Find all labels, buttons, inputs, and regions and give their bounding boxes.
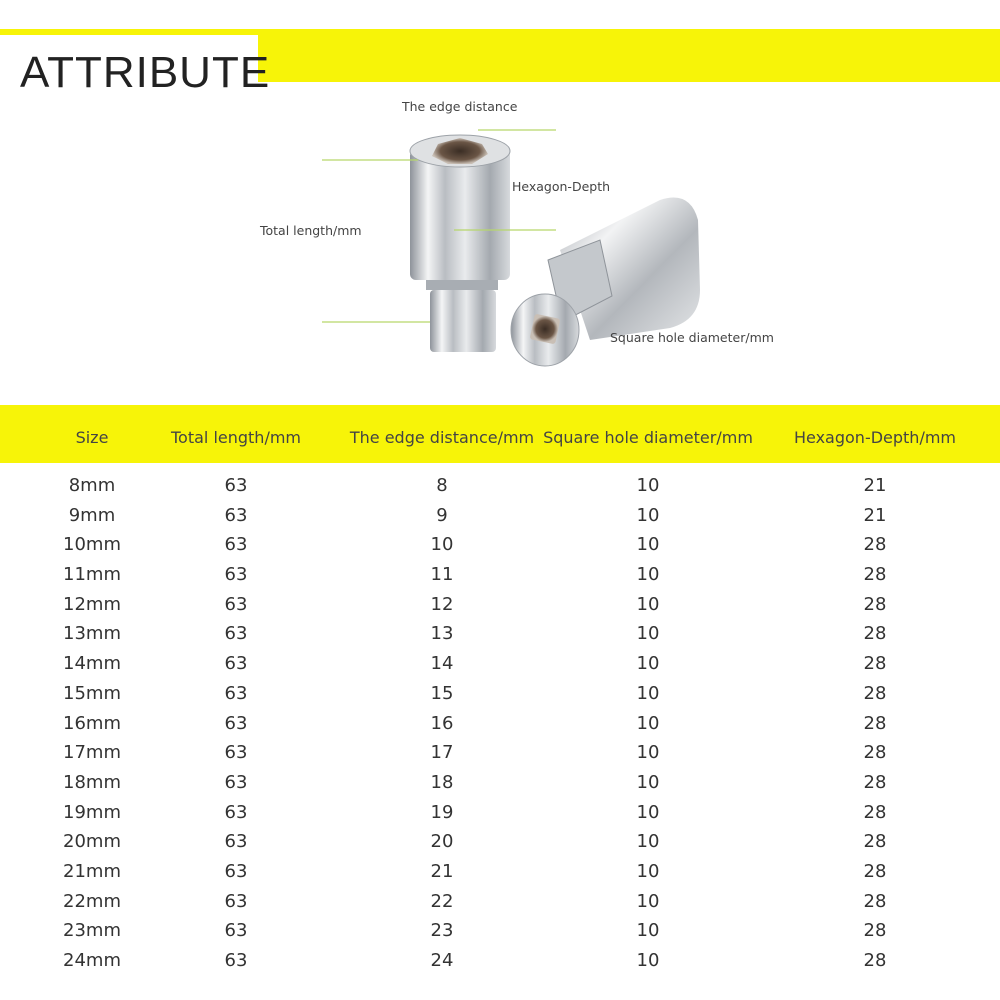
- cell-hexagon-depth: 28: [863, 831, 887, 853]
- table-row: [0, 561, 1000, 591]
- cell-size: 11mm: [63, 564, 121, 586]
- cell-total-length: 63: [224, 831, 248, 853]
- label-hexagon-depth: Hexagon-Depth: [512, 179, 611, 194]
- cell-size: 24mm: [63, 950, 121, 971]
- cell-total-length: 63: [224, 593, 248, 615]
- table-row: [0, 620, 1000, 650]
- cell-size: 20mm: [63, 831, 121, 853]
- cell-total-length: 63: [224, 653, 248, 675]
- cell-edge-distance: 23: [430, 920, 454, 942]
- cell-edge-distance: 24: [430, 950, 454, 971]
- cell-total-length: 63: [224, 564, 248, 586]
- cell-hexagon-depth: 28: [863, 682, 887, 704]
- cell-edge-distance: 16: [430, 712, 454, 734]
- cell-hexagon-depth: 28: [863, 534, 887, 556]
- cell-total-length: 63: [224, 534, 248, 556]
- table-row: [0, 858, 1000, 888]
- cell-size: 13mm: [63, 623, 121, 645]
- cell-total-length: 63: [224, 475, 248, 496]
- table-row: [0, 799, 1000, 829]
- cell-edge-distance: 8: [436, 475, 448, 496]
- cell-edge-distance: 15: [430, 682, 454, 704]
- cell-hexagon-depth: 28: [863, 890, 887, 912]
- cell-size: 21mm: [63, 860, 121, 882]
- cell-size: 22mm: [63, 890, 121, 912]
- table-row: [0, 947, 1000, 977]
- cell-edge-distance: 22: [430, 890, 454, 912]
- cell-size: 12mm: [63, 593, 121, 615]
- cell-square-hole: 10: [636, 712, 660, 734]
- cell-size: 23mm: [63, 920, 121, 942]
- cell-square-hole: 10: [636, 504, 660, 526]
- cell-size: 14mm: [63, 653, 121, 675]
- column-header-square-hole: Square hole diameter/mm: [543, 428, 753, 447]
- cell-square-hole: 10: [636, 475, 660, 496]
- cell-square-hole: 10: [636, 771, 660, 793]
- cell-total-length: 63: [224, 682, 248, 704]
- cell-edge-distance: 19: [430, 801, 454, 823]
- cell-size: 16mm: [63, 712, 121, 734]
- cell-square-hole: 10: [636, 653, 660, 675]
- header-banner: [0, 29, 1000, 97]
- cell-hexagon-depth: 28: [863, 920, 887, 942]
- cell-edge-distance: 14: [430, 653, 454, 675]
- cell-total-length: 63: [224, 742, 248, 764]
- cell-edge-distance: 11: [430, 564, 454, 586]
- cell-square-hole: 10: [636, 831, 660, 853]
- table-row: [0, 739, 1000, 769]
- socket-upper-body: [410, 150, 510, 280]
- label-square-hole: Square hole diameter/mm: [610, 330, 774, 345]
- cell-size: 8mm: [68, 475, 116, 496]
- cell-square-hole: 10: [636, 534, 660, 556]
- table-row: [0, 680, 1000, 710]
- table-row: [0, 710, 1000, 740]
- cell-hexagon-depth: 28: [863, 950, 887, 971]
- cell-edge-distance: 13: [430, 623, 454, 645]
- label-total-length: Total length/mm: [260, 223, 362, 238]
- page-title: ATTRIBUTE: [20, 48, 271, 97]
- cell-square-hole: 10: [636, 890, 660, 912]
- cell-hexagon-depth: 28: [863, 860, 887, 882]
- cell-total-length: 63: [224, 920, 248, 942]
- cell-square-hole: 10: [636, 950, 660, 971]
- square-hole-icon: [530, 314, 561, 345]
- socket-drawing: [0, 90, 1000, 390]
- cell-hexagon-depth: 28: [863, 593, 887, 615]
- upright-socket: [410, 135, 510, 352]
- cell-hexagon-depth: 21: [863, 504, 887, 526]
- cell-square-hole: 10: [636, 801, 660, 823]
- cell-hexagon-depth: 21: [863, 475, 887, 496]
- cell-hexagon-depth: 28: [863, 564, 887, 586]
- table-row: [0, 531, 1000, 561]
- cell-square-hole: 10: [636, 860, 660, 882]
- cell-edge-distance: 17: [430, 742, 454, 764]
- cell-edge-distance: 10: [430, 534, 454, 556]
- cell-hexagon-depth: 28: [863, 801, 887, 823]
- table-row: [0, 917, 1000, 947]
- cell-square-hole: 10: [636, 623, 660, 645]
- cell-hexagon-depth: 28: [863, 712, 887, 734]
- column-header-hexagon-depth: Hexagon-Depth/mm: [793, 428, 957, 447]
- cell-square-hole: 10: [636, 742, 660, 764]
- cell-size: 15mm: [63, 682, 121, 704]
- cell-edge-distance: 9: [436, 504, 448, 526]
- cell-size: 10mm: [63, 534, 121, 556]
- cell-square-hole: 10: [636, 682, 660, 704]
- cell-size: 17mm: [63, 742, 121, 764]
- cell-size: 19mm: [63, 801, 121, 823]
- table-row: [0, 472, 1000, 502]
- column-header-size: Size: [75, 428, 109, 447]
- cell-size: 9mm: [68, 504, 116, 526]
- cell-edge-distance: 21: [430, 860, 454, 882]
- cell-total-length: 63: [224, 504, 248, 526]
- table-row: [0, 769, 1000, 799]
- cell-size: 18mm: [63, 771, 121, 793]
- cell-total-length: 63: [224, 860, 248, 882]
- column-header-total-length: Total length/mm: [170, 428, 302, 447]
- cell-square-hole: 10: [636, 593, 660, 615]
- cell-hexagon-depth: 28: [863, 653, 887, 675]
- table-row: [0, 502, 1000, 532]
- cell-edge-distance: 12: [430, 593, 454, 615]
- cell-square-hole: 10: [636, 920, 660, 942]
- cell-total-length: 63: [224, 890, 248, 912]
- cell-total-length: 63: [224, 623, 248, 645]
- cell-edge-distance: 20: [430, 831, 454, 853]
- cell-hexagon-depth: 28: [863, 623, 887, 645]
- table-row: [0, 650, 1000, 680]
- cell-total-length: 63: [224, 950, 248, 971]
- table-row: [0, 888, 1000, 918]
- cell-total-length: 63: [224, 712, 248, 734]
- label-edge-distance: The edge distance: [402, 99, 518, 114]
- cell-hexagon-depth: 28: [863, 742, 887, 764]
- table-row: [0, 828, 1000, 858]
- socket-illustration: [0, 90, 1000, 390]
- cell-total-length: 63: [224, 801, 248, 823]
- table-row: [0, 591, 1000, 621]
- cell-square-hole: 10: [636, 564, 660, 586]
- cell-total-length: 63: [224, 771, 248, 793]
- socket-knurl-band: [426, 280, 498, 290]
- table-body: [0, 472, 1000, 977]
- column-header-edge-distance: The edge distance/mm: [349, 428, 535, 447]
- cell-edge-distance: 18: [430, 771, 454, 793]
- cell-hexagon-depth: 28: [863, 771, 887, 793]
- socket-drive-end: [430, 290, 496, 352]
